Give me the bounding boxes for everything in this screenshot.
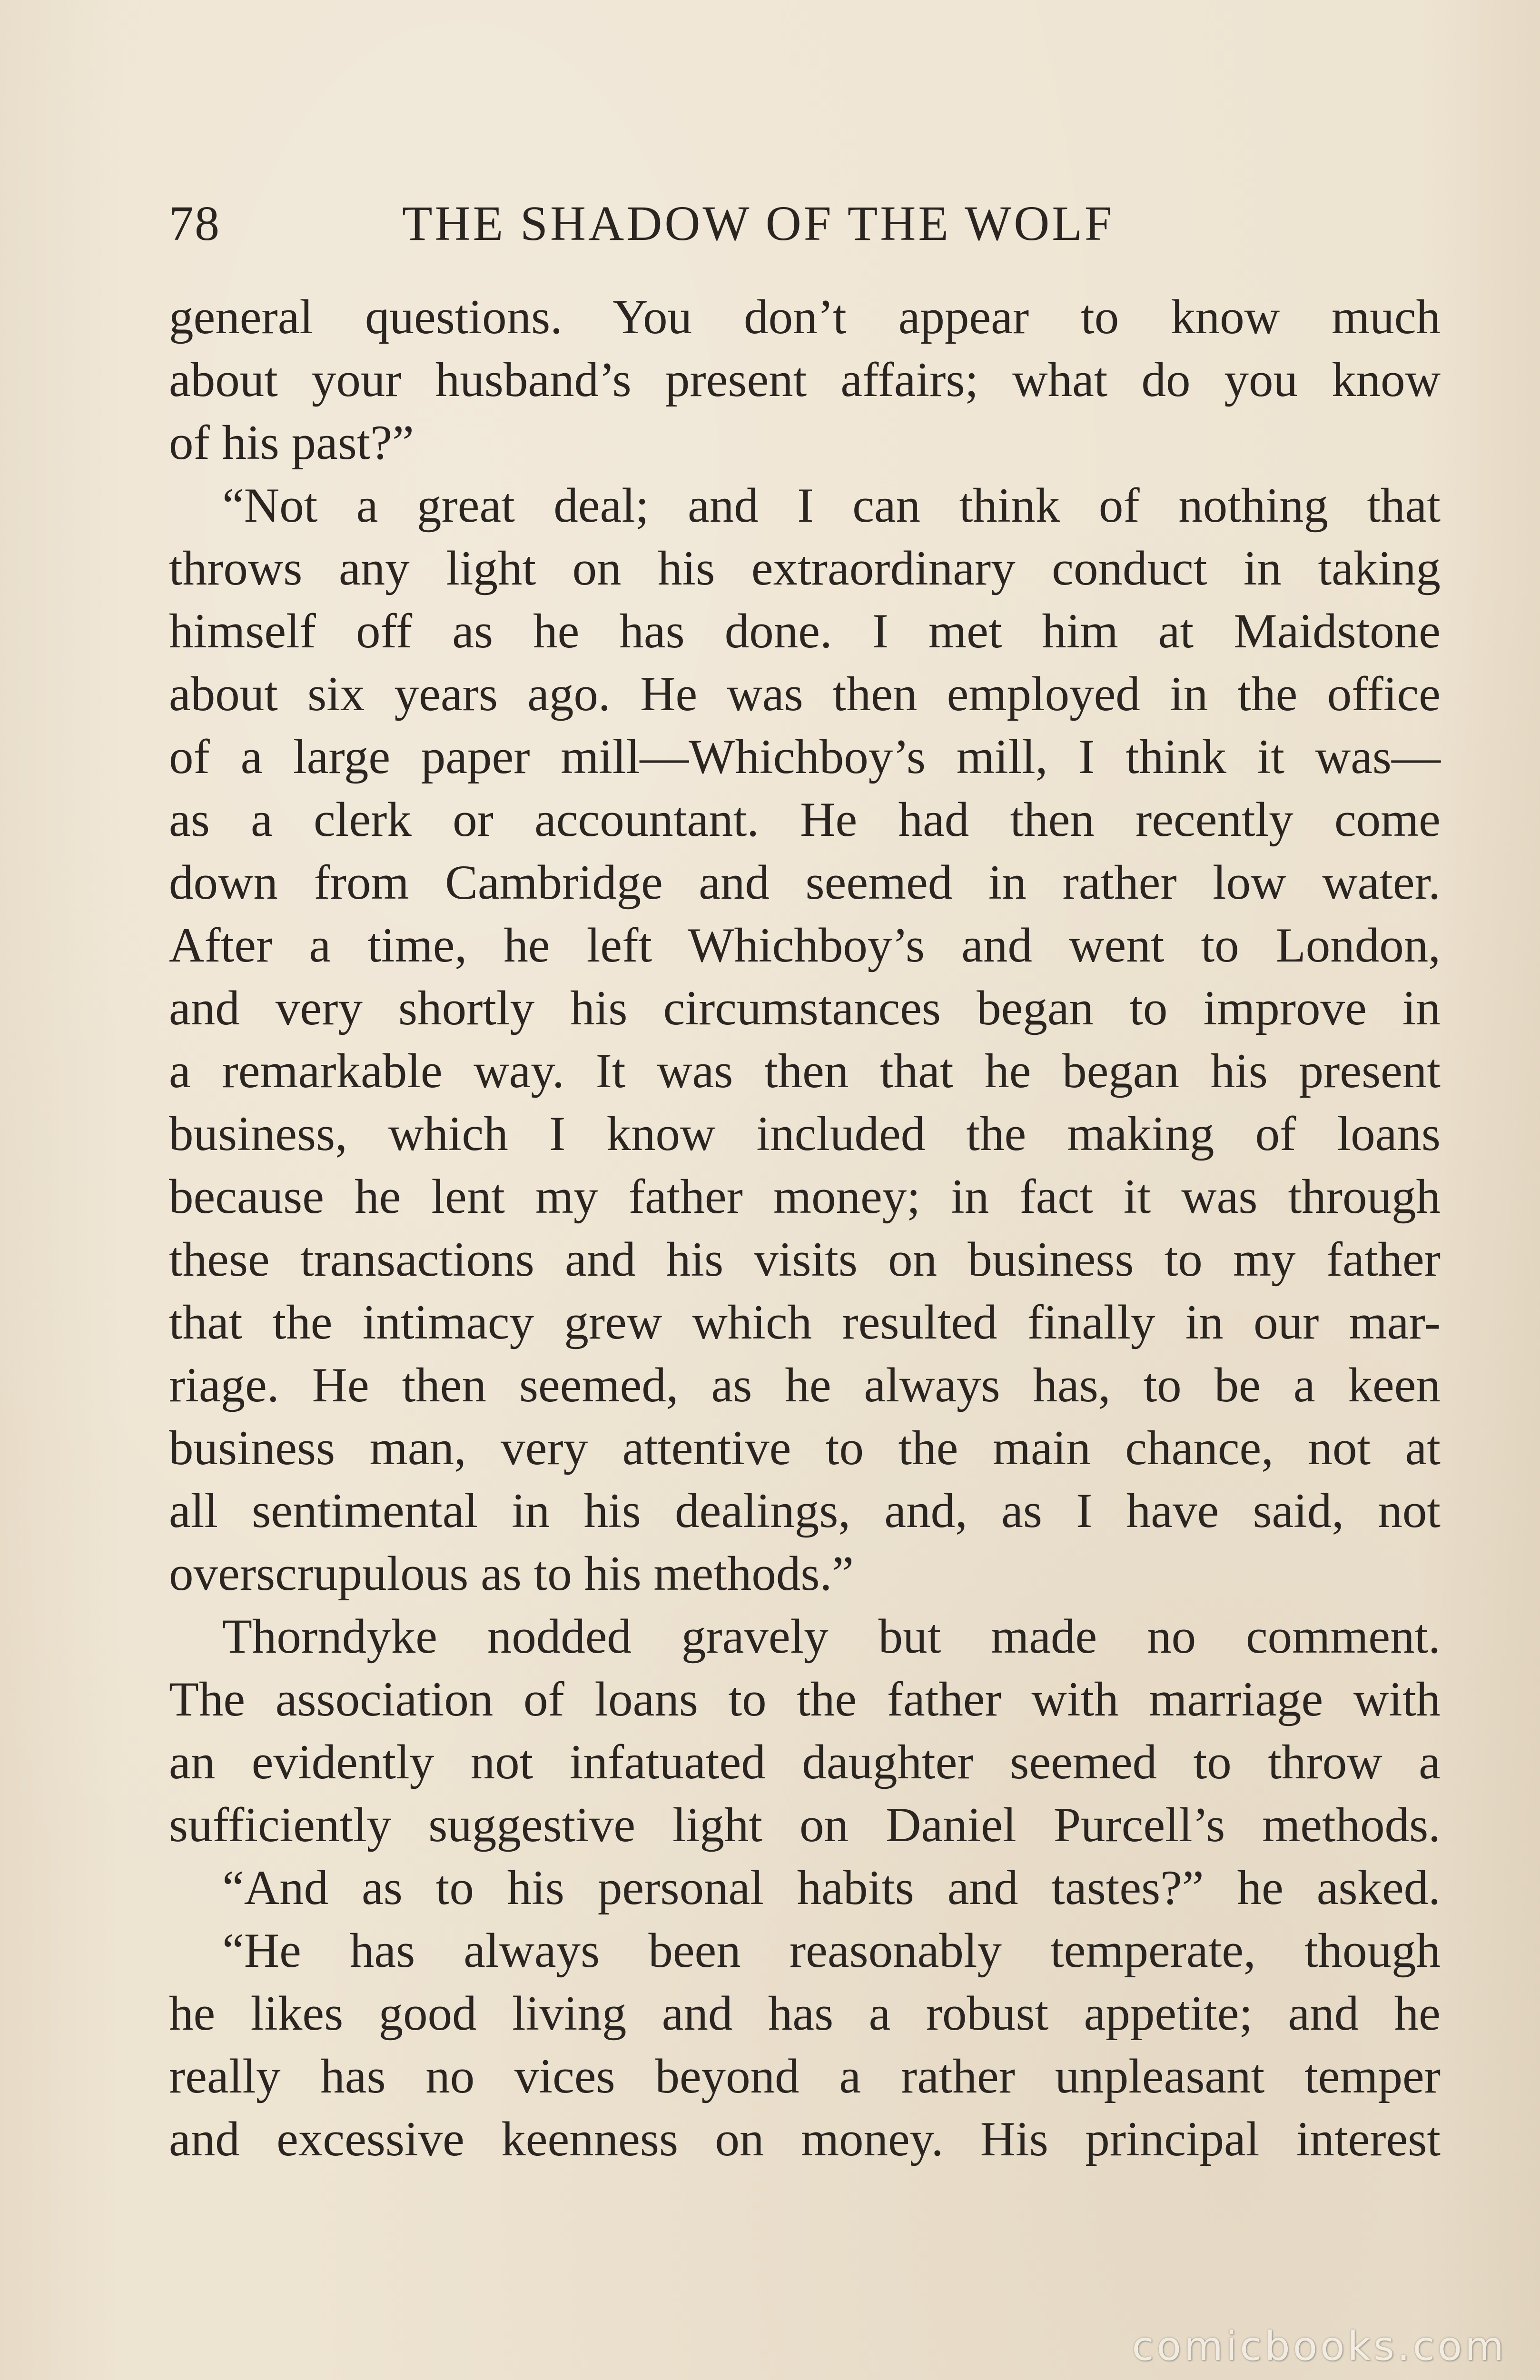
text-line: riage. He then seemed, as he always has, to be a keen bbox=[169, 1358, 1441, 1412]
page-number: 78 bbox=[169, 196, 220, 251]
text-line: himself off as he has done. I met him at Maidstone bbox=[169, 604, 1441, 658]
text-line: business, which I know included the making of loans bbox=[169, 1107, 1441, 1161]
text-line: that the intimacy grew which resulted finally in our mar- bbox=[169, 1295, 1441, 1349]
text-line: After a time, he left Whichboy’s and went to London, bbox=[169, 918, 1441, 972]
paragraph-4 bbox=[169, 1856, 1441, 1919]
text-line: about six years ago. He was then employed in the office bbox=[169, 667, 1441, 721]
text-line: and very shortly his circumstances began to improve in bbox=[169, 981, 1441, 1035]
text-line: he likes good living and has a robust appetite; and he bbox=[169, 1986, 1441, 2041]
book-title: THE SHADOW OF THE WOLF bbox=[402, 196, 1115, 251]
text-line: business man, very attentive to the main chance, not at bbox=[169, 1421, 1441, 1475]
text-line: all sentimental in his dealings, and, as I have said, not bbox=[169, 1484, 1441, 1538]
text-line: Thorndyke nodded gravely but made no comment. bbox=[222, 1609, 1441, 1664]
text-line: throws any light on his extraordinary conduct in taking bbox=[169, 541, 1441, 595]
text-line: of his past?” bbox=[169, 416, 414, 470]
text-line: “And as to his personal habits and tastes?” he asked. bbox=[222, 1861, 1441, 1915]
text-line: down from Cambridge and seemed in rather low water. bbox=[169, 855, 1441, 910]
text-line: about your husband’s present affairs; what do you know bbox=[169, 353, 1441, 407]
watermark: comicbooks.com bbox=[1132, 2323, 1507, 2370]
text-line: an evidently not infatuated daughter seemed to throw a bbox=[169, 1735, 1441, 1789]
text-line: sufficiently suggestive light on Daniel Purcell’s methods. bbox=[169, 1798, 1441, 1852]
paragraph-3 bbox=[169, 1605, 1441, 1856]
paragraph-5 bbox=[169, 1919, 1441, 2171]
text-line: The association of loans to the father with marriage with bbox=[169, 1672, 1441, 1726]
text-line: and excessive keenness on money. His principal interest bbox=[169, 2112, 1441, 2166]
text-line: a remarkable way. It was then that he began his present bbox=[169, 1044, 1441, 1098]
paragraph-2 bbox=[169, 474, 1441, 1605]
text-line: really has no vices beyond a rather unpleasant temper bbox=[169, 2049, 1441, 2103]
body-text bbox=[169, 286, 1441, 2171]
text-line: overscrupulous as to his methods.” bbox=[169, 1547, 854, 1601]
text-line: as a clerk or accountant. He had then recently come bbox=[169, 793, 1441, 847]
text-line: because he lent my father money; in fact it was through bbox=[169, 1170, 1441, 1224]
text-line: of a large paper mill—Whichboy’s mill, I think it was— bbox=[169, 730, 1441, 784]
text-line: general questions. You don’t appear to know much bbox=[169, 290, 1441, 344]
running-head bbox=[169, 190, 1425, 257]
text-line: these transactions and his visits on business to my father bbox=[169, 1232, 1441, 1287]
text-line: “Not a great deal; and I can think of nothing that bbox=[222, 478, 1441, 533]
text-line: “He has always been reasonably temperate, though bbox=[222, 1924, 1441, 1978]
paragraph-1 bbox=[169, 286, 1441, 474]
